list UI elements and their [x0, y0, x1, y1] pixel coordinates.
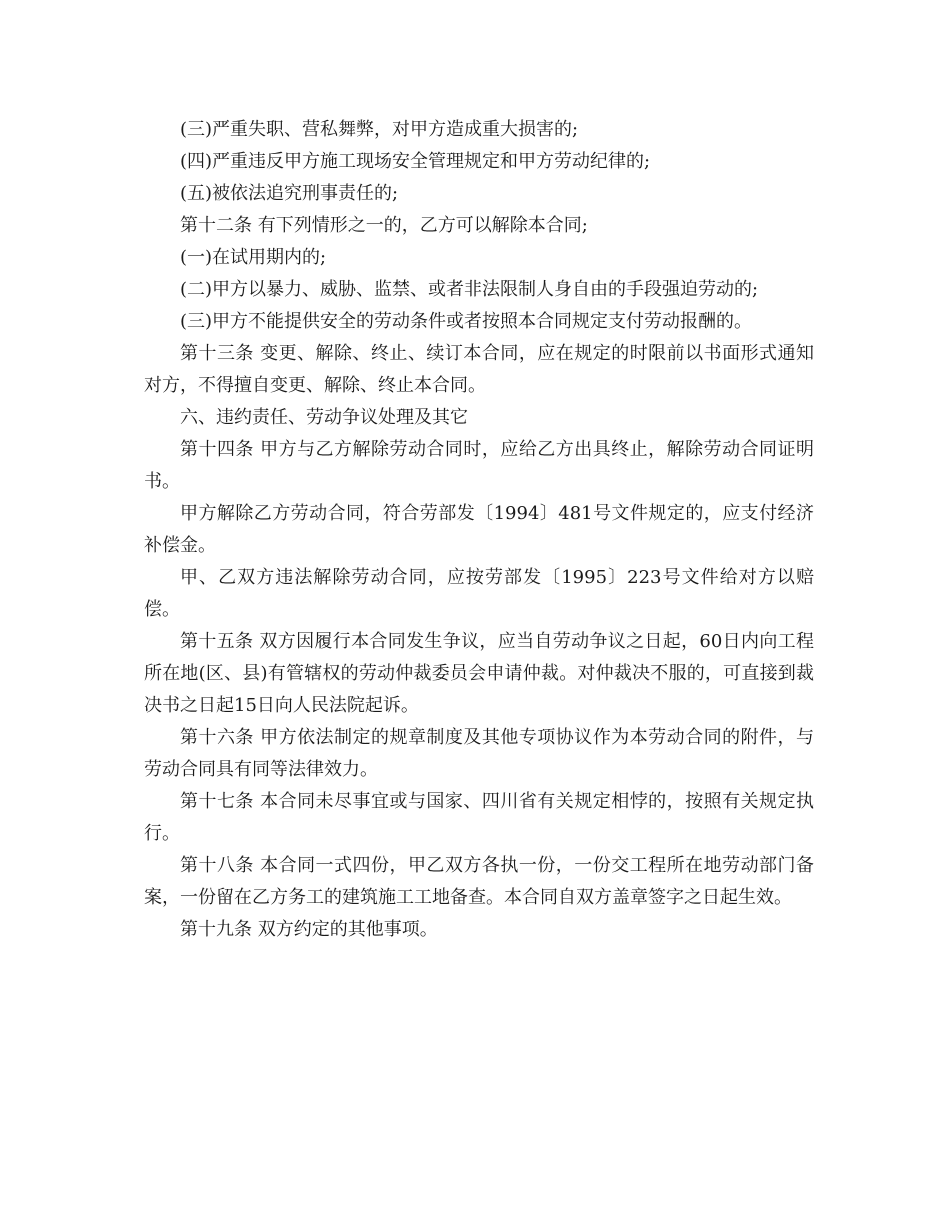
section-heading-6: 六、违约责任、劳动争议处理及其它: [180, 407, 468, 428]
paragraph-article-13: 第十三条 变更、解除、终止、续订本合同，应在规定的时限前以书面形式通知对方，不得擅自变更、解除、终止本合同。: [144, 343, 814, 396]
paragraph-article-14: 第十四条 甲方与乙方解除劳动合同时，应给乙方出具终止，解除劳动合同证明书。: [144, 439, 814, 492]
paragraph-clause-5-criminal-liability: (五)被依法追究刑事责任的;: [180, 183, 399, 204]
paragraph-article-12-item-3: (三)甲方不能提供安全的劳动条件或者按照本合同规定支付劳动报酬的。: [180, 311, 753, 332]
paragraph-illegal-termination: 甲、乙双方违法解除劳动合同，应按劳部发〔1995〕223号文件给对方以赔偿。: [144, 567, 814, 620]
paragraph-article-16: 第十六条 甲方依法制定的规章制度及其他专项协议作为本劳动合同的附件，与劳动合同具有同等法律效力。: [144, 727, 814, 780]
paragraph-clause-3-serious-negligence: (三)严重失职、营私舞弊，对甲方造成重大损害的;: [180, 119, 579, 140]
paragraph-article-12-item-2: (二)甲方以暴力、威胁、监禁、或者非法限制人身自由的手段强迫劳动的;: [180, 279, 759, 300]
paragraph-article-12-item-1: (一)在试用期内的;: [180, 247, 327, 268]
paragraph-article-17: 第十七条 本合同未尽事宜或与国家、四川省有关规定相悖的，按照有关规定执行。: [144, 791, 814, 844]
paragraph-article-12: 第十二条 有下列情形之一的，乙方可以解除本合同;: [180, 215, 588, 236]
paragraph-article-15: 第十五条 双方因履行本合同发生争议，应当自劳动争议之日起，60日内向工程所在地(区、县)有管辖权的劳动仲裁委员会申请仲裁。对仲裁决不服的，可直接到裁决书之日起15日向人民法院起诉。: [144, 631, 814, 716]
paragraph-compensation: 甲方解除乙方劳动合同，符合劳部发〔1994〕481号文件规定的，应支付经济补偿金。: [144, 503, 814, 556]
paragraph-clause-4-safety-violation: (四)严重违反甲方施工现场安全管理规定和甲方劳动纪律的;: [180, 151, 651, 172]
paragraph-article-19: 第十九条 双方约定的其他事项。: [180, 919, 438, 940]
contract-text: [144, 114, 814, 946]
paragraph-article-18: 第十八条 本合同一式四份，甲乙双方各执一份，一份交工程所在地劳动部门备案，一份留在乙方务工的建筑施工工地备查。本合同自双方盖章签字之日起生效。: [144, 855, 814, 908]
